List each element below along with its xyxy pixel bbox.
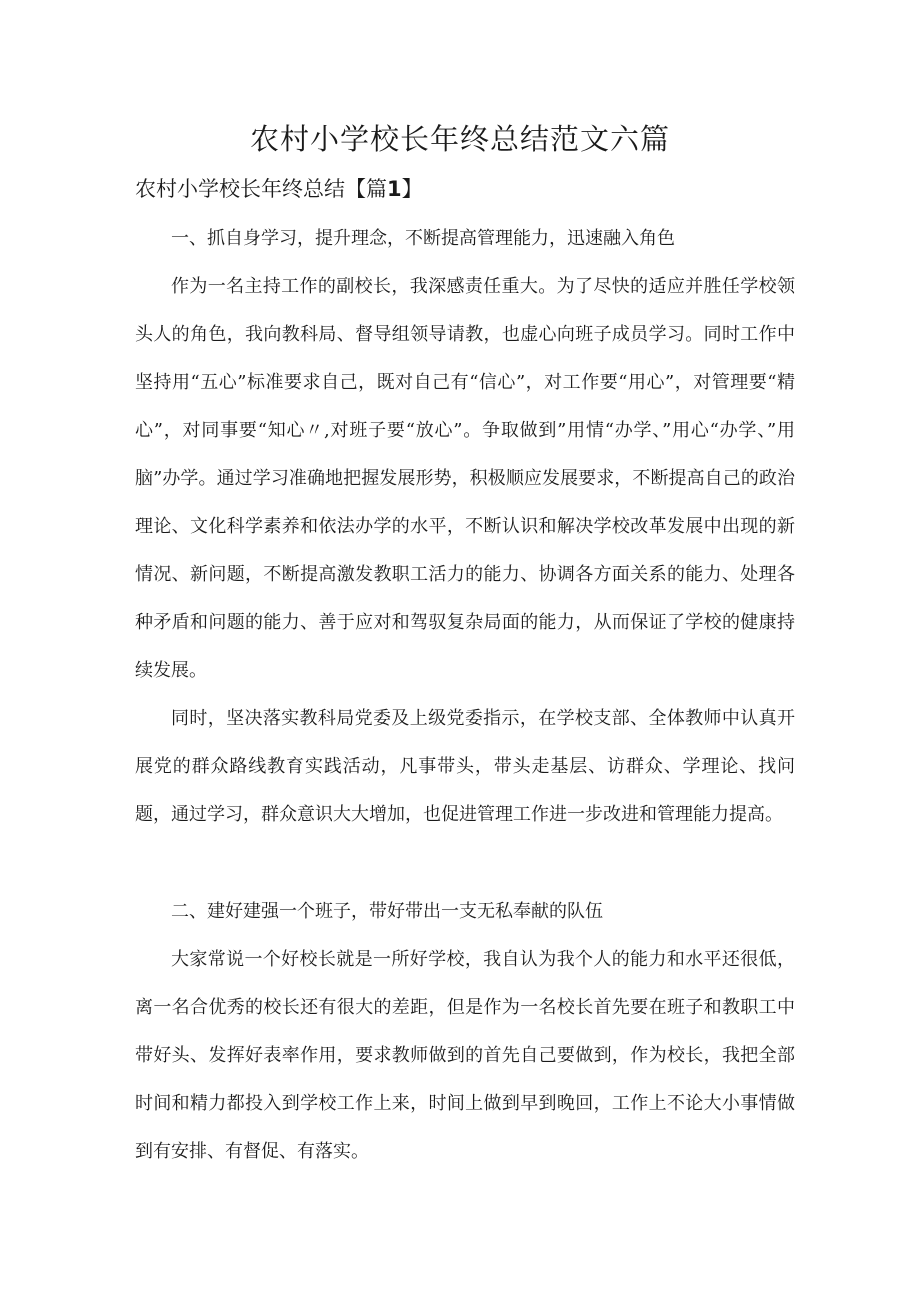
subtitle-prefix: 农村小学校长年终总结【篇 — [135, 177, 387, 201]
section-heading-1: 一、抓自身学习，提升理念，不断提高管理能力，迅速融入角色 — [171, 228, 675, 249]
paragraph-1: 作为一名主持工作的副校长，我深感责任重大。为了尽快的适应并胜任学校领头人的角色，我向教科局、督导组领导请教，也虚心向班子成员学习。同时工作中坚持用“五心”标准要求自己，既对自己有“信心”，对工作要“用心”，对管理要“精心”，对同事要“知心〃,对班子要“放心”。争取做到”用情“办学、”用心“办学、”用脑”办学。通过学习准确地把握发展形势，积极顺应发展要求，不断提高自己的政治理论、文化科学素养和依法办学的水平，不断认识和解决学校改革发展中出现的新情况、新问题，不断提高激发教职工活力的能力、协调各方面关系的能力、处理各种矛盾和问题的能力、善于应对和驾驭复杂局面的能力，从而保证了学校的健康持续发展。 — [135, 276, 795, 681]
subtitle-suffix: 】 — [401, 177, 423, 201]
section-subtitle — [135, 174, 423, 204]
section-heading-2: 二、建好建强一个班子，带好带出一支无私奉献的队伍 — [171, 901, 603, 922]
page-title: 农村小学校长年终总结范文六篇 — [249, 122, 670, 156]
subtitle-number: 1 — [387, 177, 402, 201]
paragraph-3: 大家常说一个好校长就是一所好学校，我自认为我个人的能力和水平还很低，离一名合优秀的校长还有很大的差距，但是作为一名校长首先要在班子和教职工中带好头、发挥好表率作用，要求教师做到的首先自己要做到，作为校长，我把全部时间和精力都投入到学校工作上来，时间上做到早到晚回，工作上不论大小事情做到有安排、有督促、有落实。 — [135, 949, 795, 1162]
paragraph-2: 同时，坚决落实教科局党委及上级党委指示，在学校支部、全体教师中认真开展党的群众路线教育实践活动，凡事带头，带头走基层、访群众、学理论、找问题，通过学习，群众意识大大增加，也促进管理工作进一步改进和管理能力提高。 — [135, 708, 795, 825]
